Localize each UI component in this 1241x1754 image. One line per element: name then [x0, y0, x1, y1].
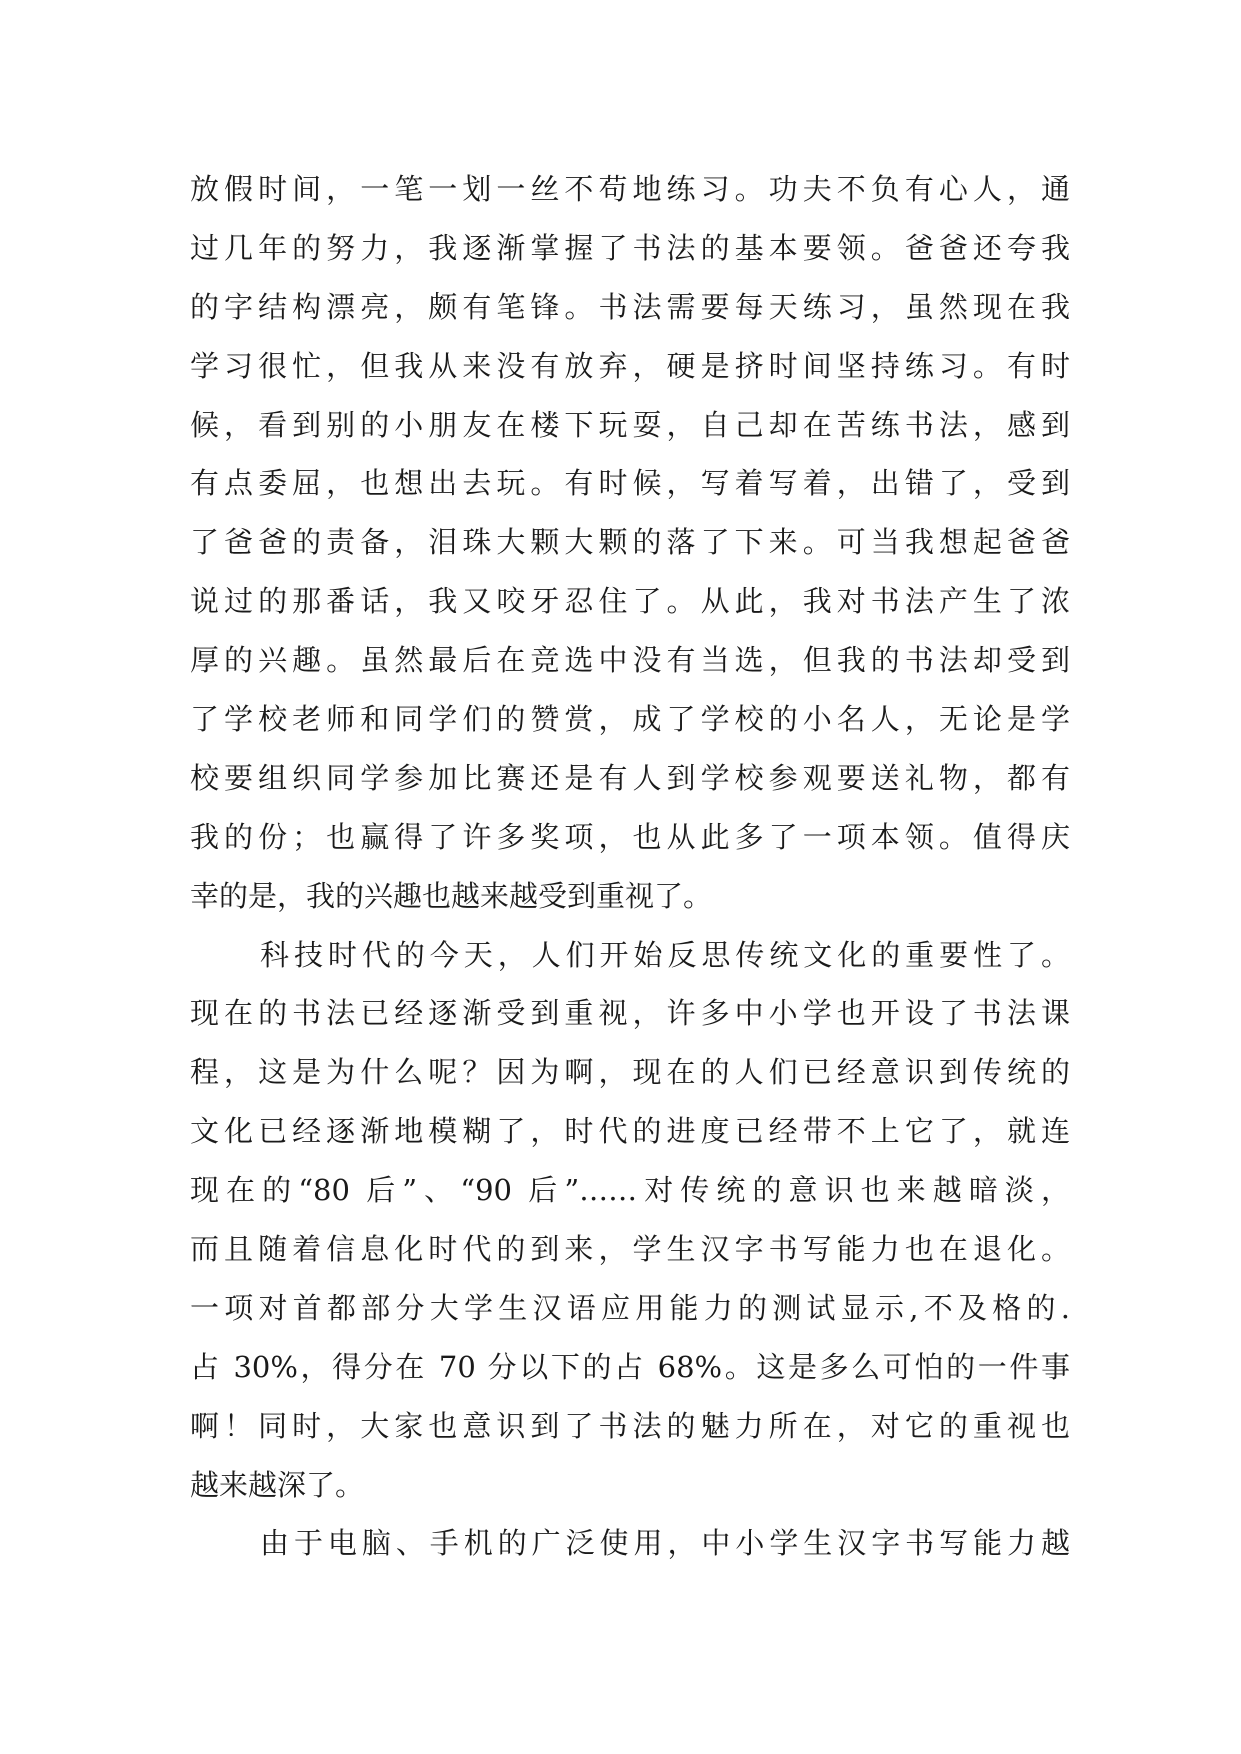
text-line: 说过的那番话，我又咬牙忍住了。从此，我对书法产生了浓	[190, 584, 1070, 619]
text-line: 而且随着信息化时代的到来，学生汉字书写能力也在退化。	[190, 1232, 1070, 1267]
text-line: 放假时间，一笔一划一丝不苟地练习。功夫不负有心人，通	[190, 172, 1070, 206]
text-line: 我的份；也赢得了许多奖项，也从此多了一项本领。值得庆	[190, 819, 1070, 854]
text-line: 啊！同时，大家也意识到了书法的魅力所在，对它的重视也	[190, 1408, 1070, 1443]
text-line: 文化已经逐渐地模糊了，时代的进度已经带不上它了，就连	[190, 1114, 1070, 1149]
text-line: 一项对首都部分大学生汉语应用能力的测试显示,不及格的.	[190, 1290, 1070, 1325]
text-line: 校要组织同学参加比赛还是有人到学校参观要送礼物，都有	[190, 760, 1070, 795]
text-line: 了爸爸的责备，泪珠大颗大颗的落了下来。可当我想起爸爸	[190, 525, 1070, 560]
text-line: 占 30%，得分在 70 分以下的占 68%。这是多么可怕的一件事	[190, 1349, 1070, 1384]
paragraph-1	[190, 160, 1070, 926]
text-line: 过几年的努力，我逐渐掌握了书法的基本要领。爸爸还夸我	[190, 230, 1070, 265]
text-line: 由于电脑、手机的广泛使用，中小学生汉字书写能力越	[260, 1526, 1070, 1561]
paragraph-3	[190, 1514, 1070, 1573]
text-line: 的字结构漂亮，颇有笔锋。书法需要每天练习，虽然现在我	[190, 289, 1070, 324]
text-line: 厚的兴趣。虽然最后在竞选中没有当选，但我的书法却受到	[190, 643, 1070, 678]
text-line: 现在的书法已经逐渐受到重视，许多中小学也开设了书法课	[190, 996, 1070, 1031]
text-line: 程，这是为什么呢？因为啊，现在的人们已经意识到传统的	[190, 1055, 1070, 1090]
text-line: 越来越深了。	[190, 1467, 365, 1502]
text-line: 幸的是，我的兴趣也越来越受到重视了。	[190, 878, 713, 913]
text-line: 有点委屈，也想出去玩。有时候，写着写着，出错了，受到	[190, 466, 1070, 501]
body-text	[190, 160, 1070, 1573]
text-line: 候，看到别的小朋友在楼下玩耍，自己却在苦练书法，感到	[190, 407, 1070, 442]
paragraph-2	[190, 926, 1070, 1515]
text-line: 了学校老师和同学们的赞赏，成了学校的小名人，无论是学	[190, 702, 1070, 737]
text-line: 科技时代的今天，人们开始反思传统文化的重要性了。	[260, 937, 1070, 972]
text-line: 学习很忙，但我从来没有放弃，硬是挤时间坚持练习。有时	[190, 348, 1070, 383]
text-line: 现在的“80 后”、“90 后”……对传统的意识也来越暗淡，	[190, 1173, 1070, 1208]
